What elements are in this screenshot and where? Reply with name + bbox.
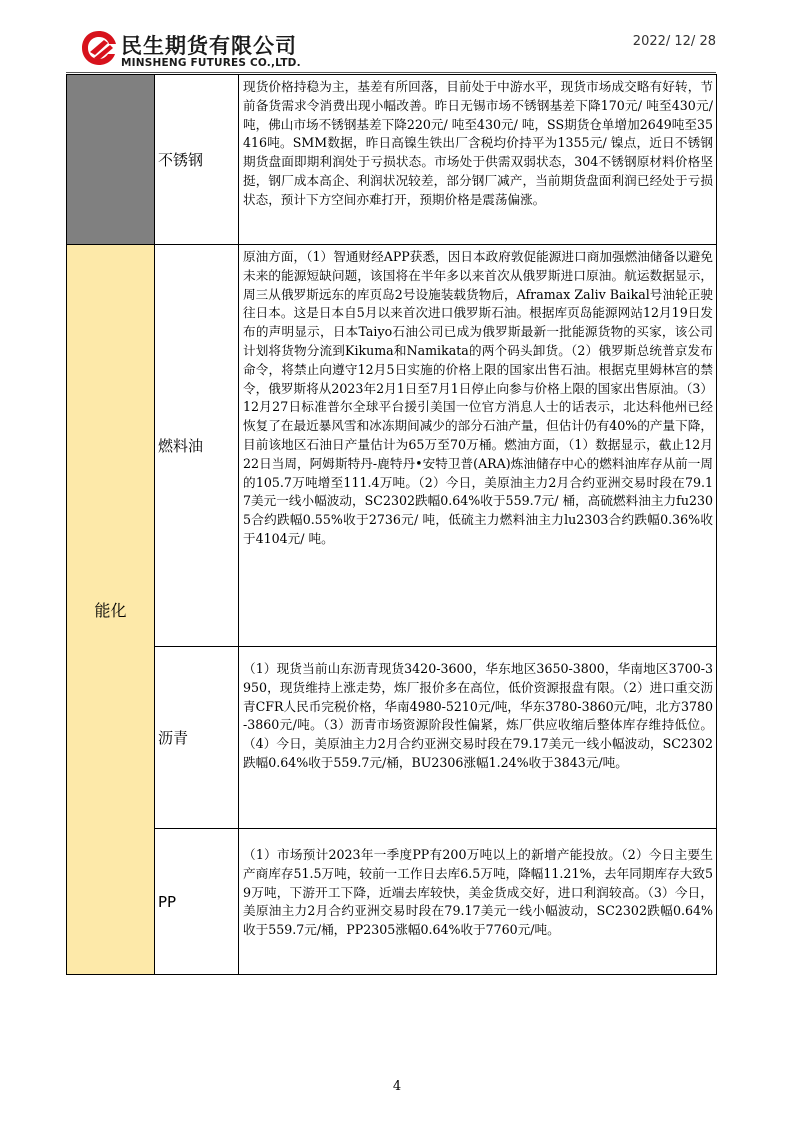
commodity-name-pp: PP	[155, 829, 239, 975]
commodity-text-fuel-oil: 原油方面，（1）智通财经APP获悉，因日本政府敦促能源进口商加强燃油储备以避免未来的能源短缺问题，该国将在半年多以来首次从俄罗斯进口原油。航运数据显示，周三从俄罗斯远东的库页岛2号设施装载货物后，Aframax Zaliv Baikal号油轮正驶往日本。这是日本自5月以来首次进口俄罗斯石油。根据库页岛能源网站12月19日发布的声明显示，日本Taiyo石油公司已成为俄罗斯最新一批能源货物的买家，该公司计划将货物分流到Kikuma和Namikata的两个码头卸货。（2）俄罗斯总统普京发布命令，将禁止向遵守12月5日实施的价格上限的国家出售石油。根据克里姆林宫的禁令，俄罗斯将从2023年2月1日至7月1日停止向参与价格上限的国家出售原油。（3）12月27日标准普尔全球平台援引美国一位官方消息人士的话表示，北达科他州已经恢复了在最近暴风雪和冰冻期间减少的部分石油产量，但估计仍有40%的产量下降，目前该地区石油日产量估计为65万至70万桶。燃油方面，（1）数据显示，截止12月22日当周，阿姆斯特丹-鹿特丹•安特卫普(ARA)炼油储存中心的燃料油库存从前一周的105.7万吨增至111.4万吨。（2）今日，美原油主力2月合约亚洲交易时段在79.17美元一线小幅波动，SC2302跌幅0.64%收于559.7元/ 桶，高硫燃料油主力fu2305合约跌幅0.55%收于2736元/ 吨，低硫主力燃料油主力lu2303合约跌幅0.36%收于4104元/ 吨。	[243, 249, 713, 546]
company-logo	[80, 28, 320, 72]
report-date: 2022/ 12/ 28	[632, 34, 716, 49]
commodity-text-asphalt: （1）现货当前山东沥青现货3420-3600，华东地区3650-3800，华南地区3700-3950，现货维持上涨走势，炼厂报价多在高位，低价资源报盘有限。（2）进口重交沥青CFR人民币完税价格，华南4980-5210元/吨，华东3780-3860元/吨，北方3780-3860元/吨。（3）沥青市场资源阶段性偏紧，炼厂供应收缩后整体库存维持低位。（4）今日，美原油主力2月合约亚洲交易时段在79.17美元一线小幅波动，SC2302跌幅0.64%收于559.7元/桶，BU2306涨幅1.24%收于3843元/吨。	[243, 661, 713, 770]
category-energy-chemical: 能化	[67, 245, 155, 975]
header-rule	[66, 72, 716, 73]
commodity-text-cell	[239, 245, 717, 647]
minsheng-logo-icon	[80, 28, 118, 68]
commodity-name-stainless: 不锈钢	[155, 75, 239, 245]
table-row-fuel-oil	[67, 245, 717, 647]
commodity-text-cell	[239, 75, 717, 245]
table-row-stainless	[67, 75, 717, 245]
category-cell-empty	[67, 75, 155, 245]
company-name-en: MINSHENG FUTURES CO.,LTD.	[121, 57, 301, 69]
table-row-pp	[67, 829, 717, 975]
commodity-text-cell	[239, 647, 717, 829]
commodity-name-asphalt: 沥青	[155, 647, 239, 829]
commodity-text-cell	[239, 829, 717, 975]
table-row-asphalt	[67, 647, 717, 829]
commodity-table	[66, 74, 717, 975]
page-number: 4	[392, 1079, 402, 1094]
commodity-text-stainless: 现货价格持稳为主，基差有所回落，目前处于中游水平，现货市场成交略有好转，节前备货需求令消费出现小幅改善。昨日无锡市场不锈钢基差下降170元/ 吨至430元/ 吨，佛山市场不锈钢基差下降220元/ 吨至430元/ 吨，SS期货仓单增加2649吨至35416吨。SMM数据，昨日高镍生铁出厂含税均价持平为1355元/ 镍点，近日不锈钢期货盘面即期利润处于亏损状态。市场处于供需双弱状态，304不锈钢原材料价格坚挺，钢厂成本高企、利润状况较差，部分钢厂减产，当前期货盘面利润已经处于亏损状态，预计下方空间亦难打开，预期价格是震荡偏涨。	[243, 79, 713, 207]
commodity-name-fuel-oil: 燃料油	[155, 245, 239, 647]
commodity-text-pp: （1）市场预计2023年一季度PP有200万吨以上的新增产能投放。（2）今日主要生产商库存51.5万吨，较前一工作日去库6.5万吨，降幅11.21%，去年同期库存大致59万吨，下游开工下降，近端去库较快，美金货成交好，进口利润较高。（3）今日，美原油主力2月合约亚洲交易时段在79.17美元一线小幅波动，SC2302跌幅0.64%收于559.7元/桶，PP2305涨幅0.64%收于7760元/吨。	[243, 847, 713, 938]
company-name-cn: 民生期货有限公司	[121, 34, 297, 58]
